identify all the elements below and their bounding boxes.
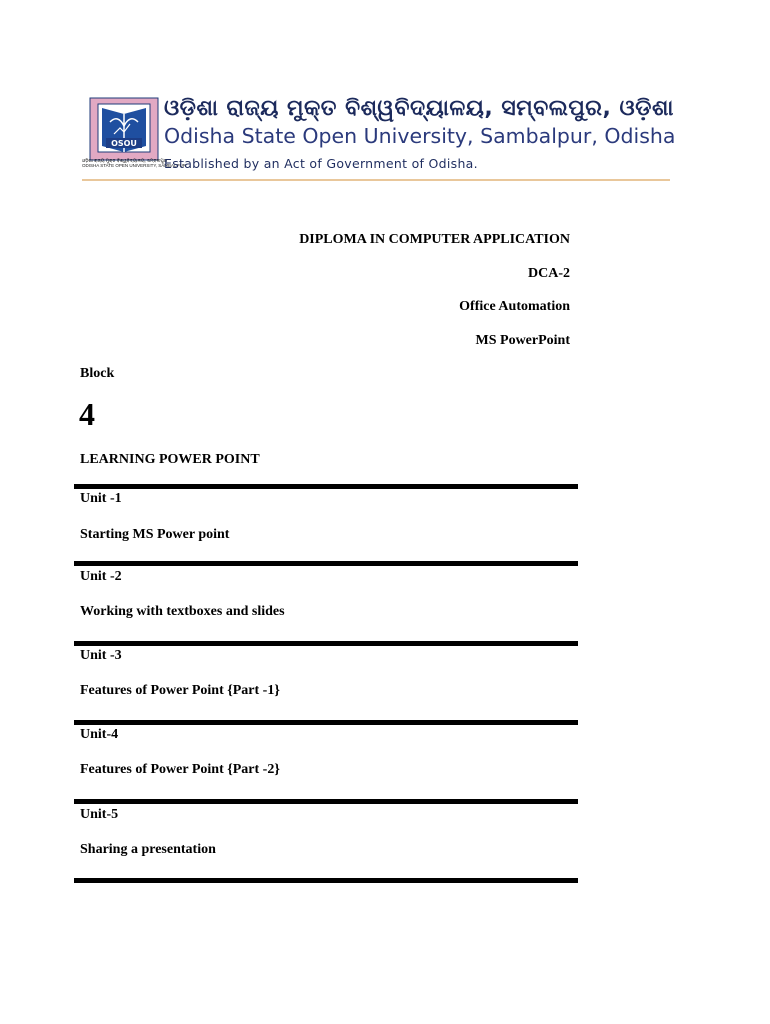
block-number: 4	[79, 396, 95, 432]
unit-title: Sharing a presentation	[80, 842, 216, 857]
course-code: DCA-2	[528, 266, 570, 281]
unit-label: Unit-4	[80, 727, 119, 742]
divider	[74, 720, 578, 725]
topic-title: MS PowerPoint	[475, 333, 570, 348]
university-name-english: Odisha State Open University, Sambalpur, Odisha	[164, 124, 676, 148]
established-line: Established by an Act of Government of Odisha.	[164, 156, 478, 171]
unit-label: Unit -1	[80, 491, 122, 506]
divider	[74, 641, 578, 646]
unit-label: Unit -2	[80, 569, 122, 584]
logo-caption-english: ODISHA STATE OPEN UNIVERSITY, SAMBALPUR	[82, 163, 187, 168]
program-title: DIPLOMA IN COMPUTER APPLICATION	[299, 232, 570, 247]
logo-wordmark: OSOU	[111, 139, 137, 148]
subject-title: Office Automation	[459, 299, 570, 314]
header-divider	[82, 179, 670, 181]
unit-label: Unit -3	[80, 648, 122, 663]
divider	[74, 878, 578, 883]
university-name-odia: ଓଡ଼ିଶା ରାଜ୍ୟ ମୁକ୍ତ ବିଶ୍ୱବିଦ୍ୟାଳୟ, ସମ୍ବଲପୁର, ଓଡ଼ିଶା	[164, 96, 674, 121]
unit-label: Unit-5	[80, 807, 119, 822]
logo-caption-odia: ଓଡ଼ିଶା ରାଜ୍ୟ ମୁକ୍ତ ବିଶ୍ୱବିଦ୍ୟାଳୟ, ସମ୍ବଲପୁର	[82, 158, 168, 163]
unit-title: Features of Power Point {Part -1}	[80, 683, 280, 698]
unit-title: Working with textboxes and slides	[80, 604, 285, 619]
logo-caption	[82, 158, 187, 168]
block-label: Block	[80, 366, 115, 381]
divider	[74, 799, 578, 804]
university-header	[82, 94, 676, 182]
unit-title: Features of Power Point {Part -2}	[80, 762, 280, 777]
unit-title: Starting MS Power point	[80, 527, 230, 542]
divider	[74, 561, 578, 566]
block-title: LEARNING POWER POINT	[80, 452, 260, 467]
divider	[74, 484, 578, 489]
